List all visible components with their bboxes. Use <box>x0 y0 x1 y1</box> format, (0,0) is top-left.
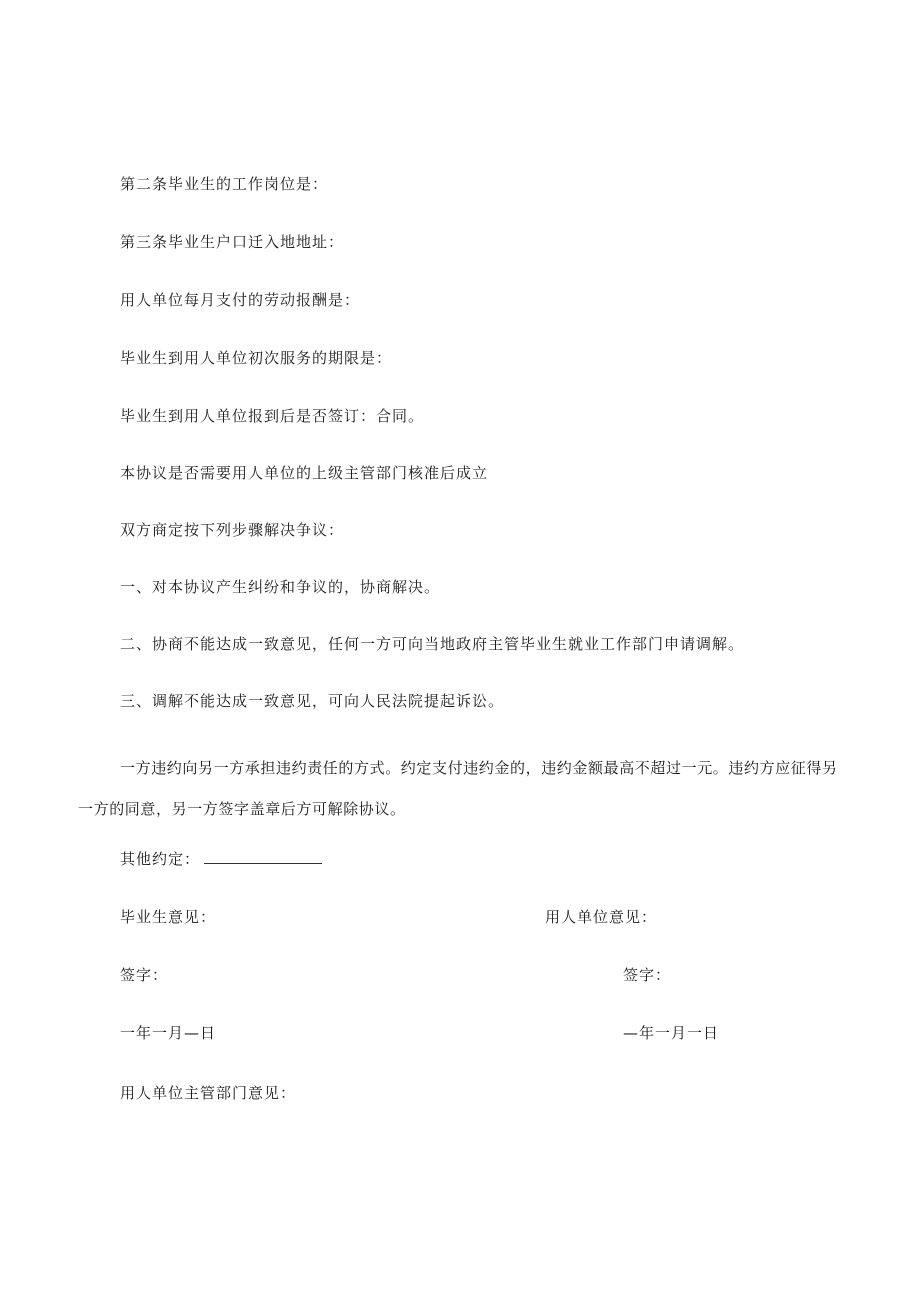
dispute-step-2: 二、协商不能达成一致意见，任何一方可向当地政府主管毕业生就业工作部门申请调解。 <box>120 635 745 653</box>
monthly-salary-clause: 用人单位每月支付的劳动报酬是： <box>120 291 361 309</box>
dispute-step-3: 三、调解不能达成一致意见，可向人民法院提起诉讼。 <box>120 692 505 710</box>
graduate-opinion-label: 毕业生意见： <box>120 908 217 926</box>
other-terms-blank-line <box>204 849 322 864</box>
contract-clause: 毕业生到用人单位报到后是否签订：合同。 <box>120 407 425 425</box>
employer-opinion-label: 用人单位意见： <box>545 908 658 926</box>
graduate-date: 一年一月—日 <box>120 1024 217 1042</box>
service-period-clause: 毕业生到用人单位初次服务的期限是： <box>120 349 393 367</box>
breach-liability-paragraph: 一方违约向另一方承担违约责任的方式。约定支付违约金的，违约金额最高不超过一元。违约方应征得另一方的同意，另一方签字盖章后方可解除协议。 <box>78 759 838 818</box>
article-2-work-position: 第二条毕业生的工作岗位是： <box>120 175 329 193</box>
dispute-intro: 双方商定按下列步骤解决争议： <box>120 521 345 539</box>
dispute-step-1: 一、对本协议产生纠纷和争议的，协商解决。 <box>120 578 441 596</box>
article-3-household-address: 第三条毕业生户口迁入地地址： <box>120 233 345 251</box>
graduate-signature-label: 签字： <box>120 966 169 984</box>
supervisor-opinion-label: 用人单位主管部门意见： <box>120 1084 297 1102</box>
other-terms-row <box>120 849 322 869</box>
employer-date: —年一月一日 <box>623 1024 720 1042</box>
employer-signature-label: 签字： <box>623 966 672 984</box>
approval-clause: 本协议是否需要用人单位的上级主管部门核准后成立 <box>120 464 489 482</box>
other-terms-label: 其他约定： <box>120 850 201 868</box>
